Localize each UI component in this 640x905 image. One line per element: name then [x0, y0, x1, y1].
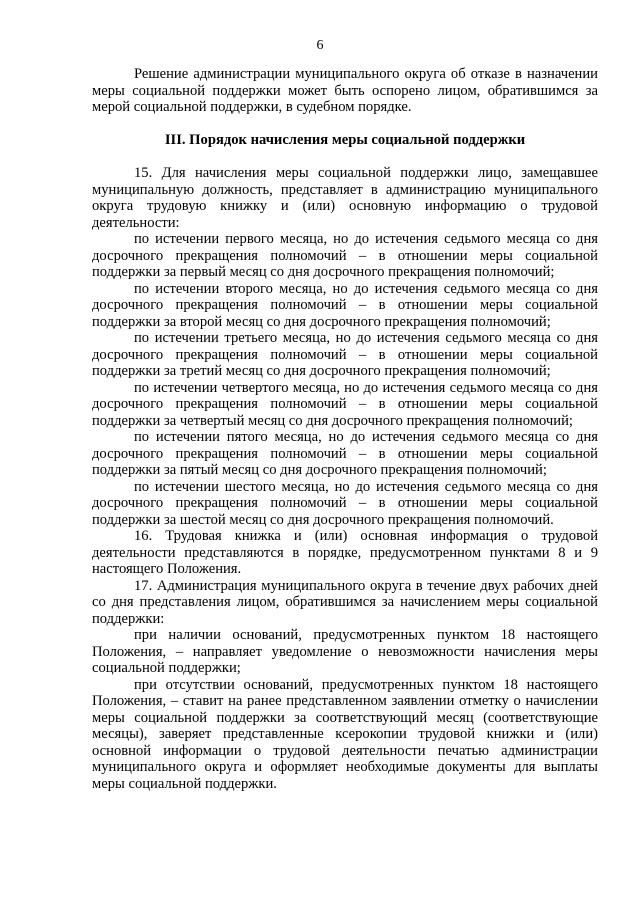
paragraph-17-grounds-present: при наличии оснований, предусмотренных пунктом 18 настоящего Положения, – направляет уведомление о невозможности начисления меры социальной поддержки;: [92, 627, 598, 676]
paragraph-17-grounds-absent: при отсутствии оснований, предусмотренных пунктом 18 настоящего Положения, – ставит на ранее представленном заявлении отметку о начислении меры социальной поддержки за соответствующий месяц (соответствующие месяцы), заверяет представленные ксерокопии трудовой книжки и (или) основной информации о трудовой деятельности печатью администрации муниципального округа и оформляет необходимые документы для выплаты меры социальной поддержки.: [92, 676, 598, 792]
intro-paragraph: Решение администрации муниципального округа об отказе в назначении меры социальной поддержки может быть оспорено лицом, обратившимся за мерой социальной поддержки, в судебном порядке.: [92, 66, 598, 115]
page-number: 6: [316, 38, 324, 53]
paragraph-16: 16. Трудовая книжка и (или) основная информация о трудовой деятельности представляются в порядке, предусмотренном пунктами 8 и 9 настоящего Положения.: [92, 528, 598, 577]
section-heading: III. Порядок начисления меры социальной поддержки: [164, 131, 526, 148]
paragraph-15: 15. Для начисления меры социальной поддержки лицо, замещавшее муниципальную должность, представляет в администрацию муниципального округа трудовую книжку и (или) основную информацию о трудовой деятельности:: [92, 165, 598, 231]
paragraph-month-6: по истечении шестого месяца, но до истечения седьмого месяца со дня досрочного прекращения полномочий – в отношении меры социальной поддержки за шестой месяц со дня досрочного прекращения полномочий.: [92, 478, 598, 528]
paragraph-17: 17. Администрация муниципального округа в течение двух рабочих дней со дня представления лицом, обратившимся за начислением меры социальной поддержки:: [92, 577, 598, 627]
paragraph-month-3: по истечении третьего месяца, но до истечения седьмого месяца со дня досрочного прекращения полномочий – в отношении меры социальной поддержки за третий месяц со дня досрочного прекращения полномочий;: [92, 330, 598, 379]
paragraph-month-5: по истечении пятого месяца, но до истечения седьмого месяца со дня досрочного прекращения полномочий – в отношении меры социальной поддержки за пятый месяц со дня досрочного прекращения полномочий;: [92, 429, 598, 478]
paragraph-month-4: по истечении четвертого месяца, но до истечения седьмого месяца со дня досрочного прекращения полномочий – в отношении меры социальной поддержки за четвертый месяц со дня досрочного прекращения полномочий;: [92, 379, 598, 429]
paragraph-month-1: по истечении первого месяца, но до истечения седьмого месяца со дня досрочного прекращения полномочий – в отношении меры социальной поддержки за первый месяц со дня досрочного прекращения полномочий;: [92, 231, 598, 280]
document-body: [92, 66, 598, 792]
paragraph-month-2: по истечении второго месяца, но до истечения седьмого месяца со дня досрочного прекращения полномочий – в отношении меры социальной поддержки за второй месяц со дня досрочного прекращения полномочий;: [92, 280, 598, 330]
